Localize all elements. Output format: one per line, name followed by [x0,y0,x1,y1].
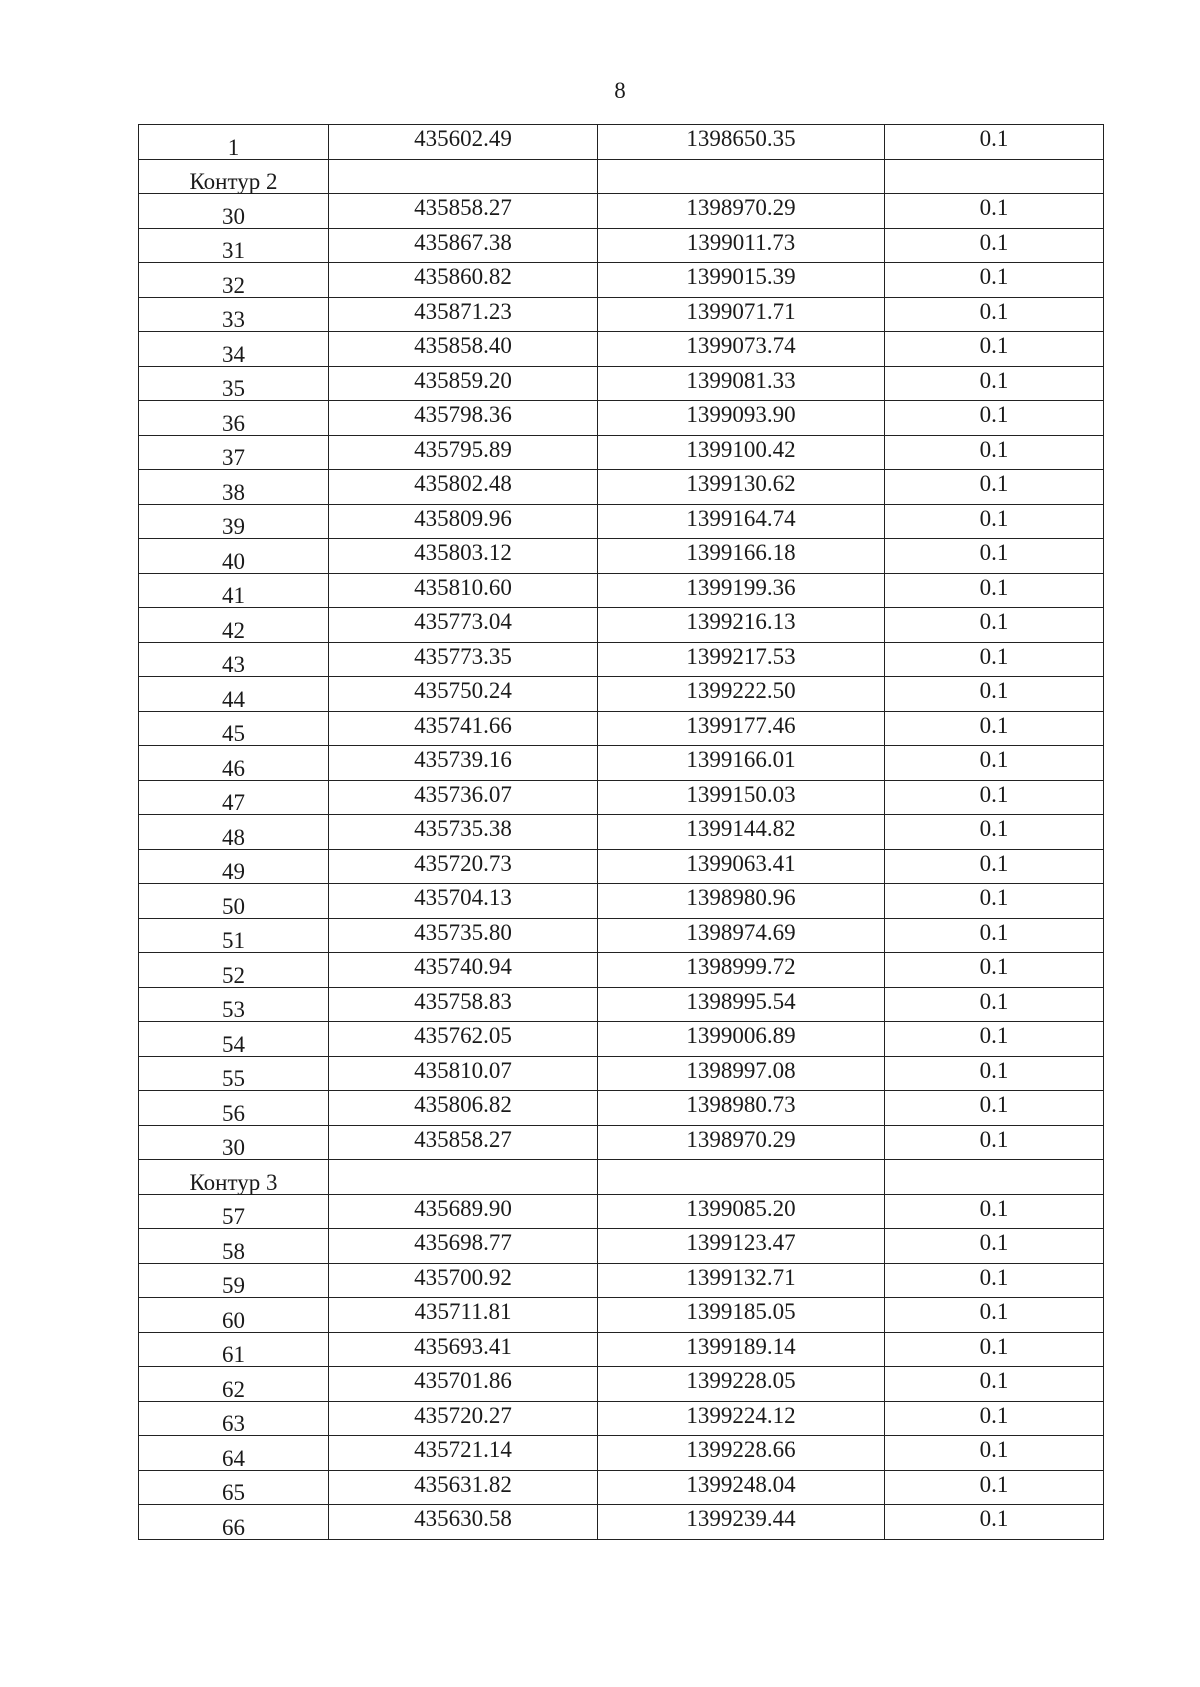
table-row [139,366,1104,401]
x-coordinate-cell: 435795.89 [329,435,598,470]
accuracy-cell: 0.1 [885,228,1104,263]
table-row [139,746,1104,781]
point-number-cell: 36 [139,401,329,436]
point-number-cell: 40 [139,539,329,574]
y-coordinate-cell: 1399199.36 [598,573,885,608]
y-coordinate-cell: 1399189.14 [598,1332,885,1367]
x-coordinate-cell: 435631.82 [329,1470,598,1505]
section-title-cell: Контур 3 [139,1160,329,1195]
point-number-cell: 1 [139,125,329,160]
x-coordinate-cell: 435704.13 [329,884,598,919]
table-row [139,1263,1104,1298]
table-row [139,1401,1104,1436]
table-row [139,1022,1104,1057]
table-row [139,1470,1104,1505]
table-row [139,504,1104,539]
accuracy-cell: 0.1 [885,677,1104,712]
x-coordinate-cell: 435758.83 [329,987,598,1022]
point-number-cell: 51 [139,918,329,953]
table-row [139,1298,1104,1333]
table-row [139,263,1104,298]
table-row [139,194,1104,229]
y-coordinate-cell: 1399123.47 [598,1229,885,1264]
x-coordinate-cell: 435860.82 [329,263,598,298]
table-row [139,1436,1104,1471]
x-coordinate-cell: 435803.12 [329,539,598,574]
y-coordinate-cell: 1398974.69 [598,918,885,953]
table-row [139,470,1104,505]
x-coordinate-cell: 435806.82 [329,1091,598,1126]
x-coordinate-cell: 435773.35 [329,642,598,677]
point-number-cell: 53 [139,987,329,1022]
table-row [139,1091,1104,1126]
x-coordinate-cell: 435735.38 [329,815,598,850]
table-row [139,953,1104,988]
point-number-cell: 48 [139,815,329,850]
point-number-cell: 56 [139,1091,329,1126]
y-coordinate-cell: 1399063.41 [598,849,885,884]
x-coordinate-cell: 435741.66 [329,711,598,746]
x-coordinate-cell: 435858.40 [329,332,598,367]
y-coordinate-cell: 1398970.29 [598,1125,885,1160]
table-row [139,987,1104,1022]
accuracy-cell: 0.1 [885,332,1104,367]
accuracy-cell: 0.1 [885,953,1104,988]
accuracy-cell: 0.1 [885,711,1104,746]
y-coordinate-cell: 1399081.33 [598,366,885,401]
table-row [139,780,1104,815]
y-coordinate-cell: 1399228.05 [598,1367,885,1402]
y-coordinate-cell [598,159,885,194]
x-coordinate-cell: 435798.36 [329,401,598,436]
x-coordinate-cell: 435739.16 [329,746,598,781]
x-coordinate-cell: 435720.73 [329,849,598,884]
point-number-cell: 32 [139,263,329,298]
page-number: 8 [614,78,626,103]
accuracy-cell [885,159,1104,194]
x-coordinate-cell: 435720.27 [329,1401,598,1436]
table-row [139,1125,1104,1160]
y-coordinate-cell: 1399216.13 [598,608,885,643]
y-coordinate-cell: 1399015.39 [598,263,885,298]
point-number-cell: 43 [139,642,329,677]
table-row [139,1332,1104,1367]
table-row [139,677,1104,712]
x-coordinate-cell: 435689.90 [329,1194,598,1229]
y-coordinate-cell: 1399185.05 [598,1298,885,1333]
point-number-cell: 62 [139,1367,329,1402]
table-row [139,573,1104,608]
accuracy-cell: 0.1 [885,1505,1104,1540]
x-coordinate-cell: 435721.14 [329,1436,598,1471]
x-coordinate-cell: 435859.20 [329,366,598,401]
y-coordinate-cell: 1399100.42 [598,435,885,470]
y-coordinate-cell: 1399150.03 [598,780,885,815]
table-row [139,125,1104,160]
y-coordinate-cell: 1399071.71 [598,297,885,332]
x-coordinate-cell: 435701.86 [329,1367,598,1402]
y-coordinate-cell: 1399073.74 [598,332,885,367]
y-coordinate-cell: 1399144.82 [598,815,885,850]
y-coordinate-cell: 1399093.90 [598,401,885,436]
x-coordinate-cell: 435735.80 [329,918,598,953]
table-row [139,918,1104,953]
accuracy-cell: 0.1 [885,918,1104,953]
accuracy-cell: 0.1 [885,435,1104,470]
accuracy-cell: 0.1 [885,1194,1104,1229]
point-number-cell: 33 [139,297,329,332]
coordinates-table-body [139,125,1104,1540]
accuracy-cell: 0.1 [885,746,1104,781]
x-coordinate-cell: 435773.04 [329,608,598,643]
table-row [139,1194,1104,1229]
y-coordinate-cell: 1398650.35 [598,125,885,160]
point-number-cell: 66 [139,1505,329,1540]
section-header-row [139,159,1104,194]
accuracy-cell: 0.1 [885,297,1104,332]
x-coordinate-cell: 435858.27 [329,194,598,229]
point-number-cell: 46 [139,746,329,781]
point-number-cell: 42 [139,608,329,643]
y-coordinate-cell: 1399011.73 [598,228,885,263]
y-coordinate-cell: 1399164.74 [598,504,885,539]
x-coordinate-cell: 435711.81 [329,1298,598,1333]
accuracy-cell: 0.1 [885,849,1104,884]
accuracy-cell: 0.1 [885,1056,1104,1091]
y-coordinate-cell: 1398970.29 [598,194,885,229]
point-number-cell: 31 [139,228,329,263]
x-coordinate-cell: 435762.05 [329,1022,598,1057]
x-coordinate-cell: 435736.07 [329,780,598,815]
table-row [139,1229,1104,1264]
accuracy-cell [885,1160,1104,1195]
table-row [139,815,1104,850]
y-coordinate-cell: 1399217.53 [598,642,885,677]
table-row [139,401,1104,436]
point-number-cell: 65 [139,1470,329,1505]
point-number-cell: 30 [139,194,329,229]
accuracy-cell: 0.1 [885,1263,1104,1298]
point-number-cell: 37 [139,435,329,470]
x-coordinate-cell: 435740.94 [329,953,598,988]
accuracy-cell: 0.1 [885,470,1104,505]
accuracy-cell: 0.1 [885,366,1104,401]
accuracy-cell: 0.1 [885,125,1104,160]
accuracy-cell: 0.1 [885,987,1104,1022]
section-header-row [139,1160,1104,1195]
y-coordinate-cell: 1398995.54 [598,987,885,1022]
point-number-cell: 58 [139,1229,329,1264]
table-row [139,608,1104,643]
point-number-cell: 55 [139,1056,329,1091]
point-number-cell: 39 [139,504,329,539]
accuracy-cell: 0.1 [885,1229,1104,1264]
accuracy-cell: 0.1 [885,194,1104,229]
x-coordinate-cell [329,159,598,194]
y-coordinate-cell: 1399006.89 [598,1022,885,1057]
point-number-cell: 47 [139,780,329,815]
x-coordinate-cell: 435802.48 [329,470,598,505]
y-coordinate-cell: 1399132.71 [598,1263,885,1298]
table-row [139,435,1104,470]
accuracy-cell: 0.1 [885,263,1104,298]
point-number-cell: 34 [139,332,329,367]
table-row [139,1056,1104,1091]
y-coordinate-cell: 1399177.46 [598,711,885,746]
y-coordinate-cell: 1398999.72 [598,953,885,988]
table-row [139,711,1104,746]
point-number-cell: 35 [139,366,329,401]
point-number-cell: 54 [139,1022,329,1057]
accuracy-cell: 0.1 [885,1401,1104,1436]
table-row [139,332,1104,367]
accuracy-cell: 0.1 [885,539,1104,574]
table-row [139,228,1104,263]
point-number-cell: 52 [139,953,329,988]
accuracy-cell: 0.1 [885,1125,1104,1160]
point-number-cell: 59 [139,1263,329,1298]
accuracy-cell: 0.1 [885,504,1104,539]
x-coordinate-cell: 435750.24 [329,677,598,712]
x-coordinate-cell: 435809.96 [329,504,598,539]
point-number-cell: 44 [139,677,329,712]
point-number-cell: 60 [139,1298,329,1333]
table-row [139,884,1104,919]
accuracy-cell: 0.1 [885,608,1104,643]
y-coordinate-cell [598,1160,885,1195]
y-coordinate-cell: 1398980.96 [598,884,885,919]
accuracy-cell: 0.1 [885,573,1104,608]
accuracy-cell: 0.1 [885,642,1104,677]
y-coordinate-cell: 1399239.44 [598,1505,885,1540]
x-coordinate-cell: 435630.58 [329,1505,598,1540]
y-coordinate-cell: 1399222.50 [598,677,885,712]
y-coordinate-cell: 1399085.20 [598,1194,885,1229]
point-number-cell: 57 [139,1194,329,1229]
y-coordinate-cell: 1398980.73 [598,1091,885,1126]
point-number-cell: 38 [139,470,329,505]
accuracy-cell: 0.1 [885,815,1104,850]
table-row [139,1505,1104,1540]
accuracy-cell: 0.1 [885,1298,1104,1333]
table-row [139,1367,1104,1402]
x-coordinate-cell: 435810.07 [329,1056,598,1091]
x-coordinate-cell: 435698.77 [329,1229,598,1264]
y-coordinate-cell: 1399166.18 [598,539,885,574]
x-coordinate-cell: 435602.49 [329,125,598,160]
x-coordinate-cell: 435693.41 [329,1332,598,1367]
x-coordinate-cell [329,1160,598,1195]
point-number-cell: 41 [139,573,329,608]
point-number-cell: 64 [139,1436,329,1471]
table-row [139,297,1104,332]
point-number-cell: 61 [139,1332,329,1367]
coordinates-table [138,124,1104,1540]
y-coordinate-cell: 1399248.04 [598,1470,885,1505]
accuracy-cell: 0.1 [885,1022,1104,1057]
x-coordinate-cell: 435858.27 [329,1125,598,1160]
x-coordinate-cell: 435867.38 [329,228,598,263]
accuracy-cell: 0.1 [885,401,1104,436]
accuracy-cell: 0.1 [885,1091,1104,1126]
y-coordinate-cell: 1399228.66 [598,1436,885,1471]
table-row [139,849,1104,884]
point-number-cell: 45 [139,711,329,746]
x-coordinate-cell: 435810.60 [329,573,598,608]
table-row [139,642,1104,677]
y-coordinate-cell: 1399224.12 [598,1401,885,1436]
y-coordinate-cell: 1398997.08 [598,1056,885,1091]
accuracy-cell: 0.1 [885,1470,1104,1505]
accuracy-cell: 0.1 [885,884,1104,919]
table-row [139,539,1104,574]
y-coordinate-cell: 1399166.01 [598,746,885,781]
point-number-cell: 50 [139,884,329,919]
accuracy-cell: 0.1 [885,780,1104,815]
point-number-cell: 63 [139,1401,329,1436]
section-title-cell: Контур 2 [139,159,329,194]
y-coordinate-cell: 1399130.62 [598,470,885,505]
x-coordinate-cell: 435871.23 [329,297,598,332]
accuracy-cell: 0.1 [885,1332,1104,1367]
point-number-cell: 30 [139,1125,329,1160]
accuracy-cell: 0.1 [885,1436,1104,1471]
point-number-cell: 49 [139,849,329,884]
accuracy-cell: 0.1 [885,1367,1104,1402]
x-coordinate-cell: 435700.92 [329,1263,598,1298]
